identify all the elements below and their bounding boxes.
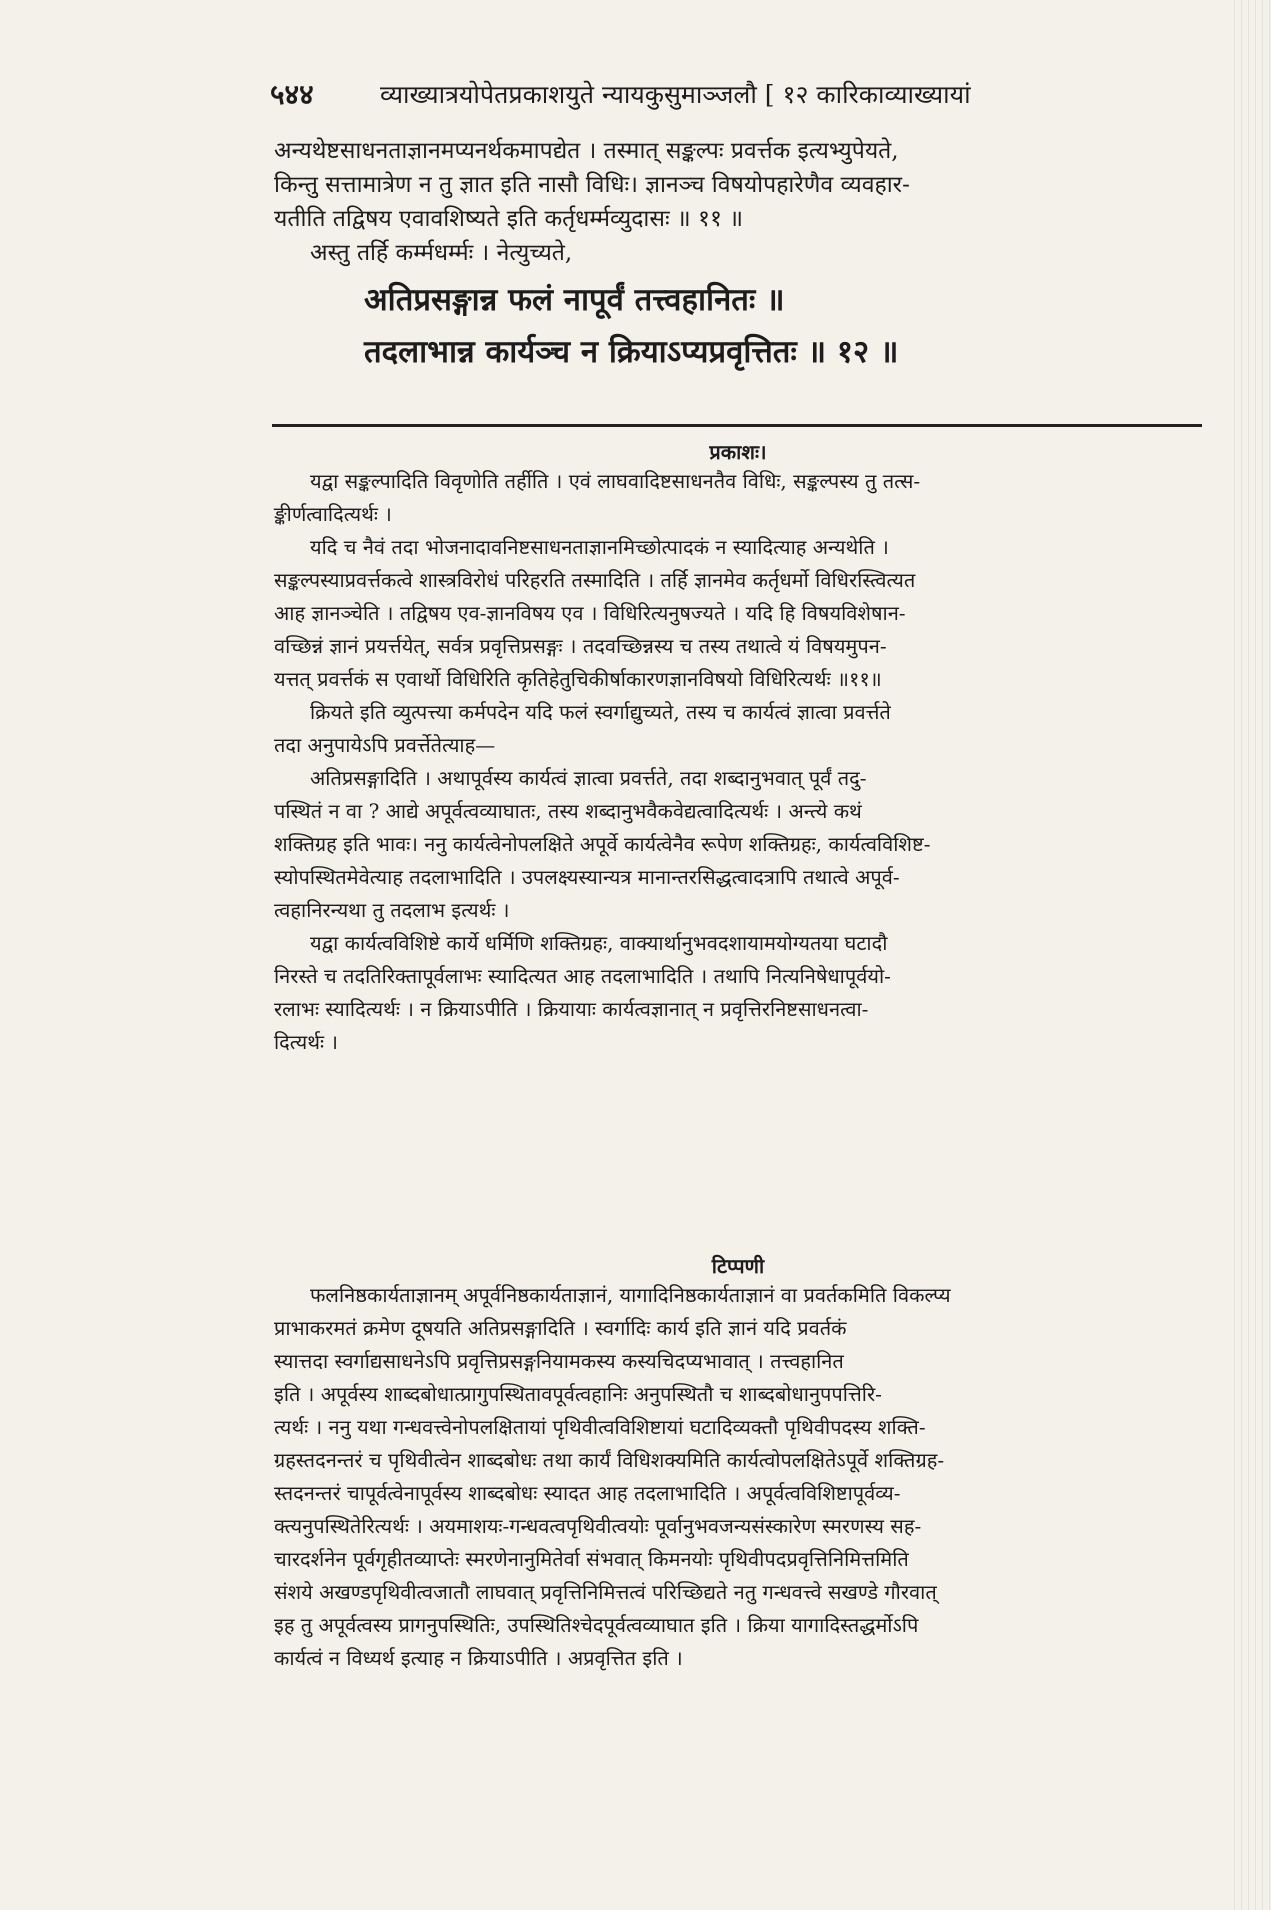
text-line: सङ्कल्पस्याप्रवर्त्तकत्वे शास्त्रविरोधं परिहरति तस्मादिति । तर्हि ज्ञानमेव कर्तृधर्मो विधिरस्त्वित्यत: [274, 568, 916, 592]
text-line: इति । अपूर्वस्य शाब्दबोधात्प्रागुपस्थितावपूर्वत्वहानिः अनुपस्थितौ च शाब्दबोधानुपपत्तिरि-: [274, 1382, 882, 1406]
text-line: संशये अखण्डपृथिवीत्वजातौ लाघवात् प्रवृत्तिनिमित्तत्वं परिच्छिद्यते नतु गन्धवत्त्वे सखण्डे गौरवात्: [274, 1580, 937, 1604]
text-line: इह तु अपूर्वत्वस्य प्रागनुपस्थितिः, उपस्थितिश्चेदपूर्वत्वव्याघात इति । क्रिया यागादिस्तद्धर्मोऽपि: [274, 1613, 919, 1637]
text-line: ग्रहस्तदनन्तरं च पृथिवीत्वेन शाब्दबोधः तथा कार्यं विधिशक्यमिति कार्यत्वोपलक्षितेऽपूर्वे शक्तिग्रह-: [274, 1448, 945, 1472]
page-edge-shadow: [1231, 0, 1271, 1910]
text-line: यद्वा कार्यत्वविशिष्टे कार्ये धर्मिणि शक्तिग्रहः, वाक्यार्थानुभवदशायामयोग्यतया घटादौ: [310, 931, 888, 955]
text-line: निरस्ते च तदतिरिक्तापूर्वलाभः स्यादित्यत आह तदलाभादिति । तथापि नित्यनिषेधापूर्वयो-: [274, 964, 891, 988]
text-line: आह ज्ञानञ्चेति । तद्विषय एव-ज्ञानविषय एव । विधिरित्यनुषज्यते । यदि हि विषयविशेषान-: [274, 601, 906, 625]
text-line: स्यात्तदा स्वर्गाद्यसाधनेऽपि प्रवृत्तिप्रसङ्गनियामकस्य कस्यचिदप्यभावात् । तत्त्वहानित: [274, 1349, 844, 1373]
text-line: क्त्यनुपस्थितेरित्यर्थः । अयमाशयः-गन्धवत्वपृथिवीत्वयोः पूर्वानुभवजन्यसंस्कारेण स्मरणस्य सह-: [274, 1514, 922, 1538]
text-line: कार्यत्वं न विध्यर्थ इत्याह न क्रियाऽपीति । अप्रवृत्तित इति ।: [274, 1646, 683, 1670]
karika-verse: [274, 274, 1202, 378]
section-heading: प्रकाशः।: [709, 440, 767, 464]
text-line: स्तदनन्तरं चापूर्वत्वेनापूर्वस्य शाब्दबोधः स्यादत आह तदलाभादिति । अपूर्वत्वविशिष्टापूर्वव्य-: [274, 1481, 901, 1505]
verse-line: तदलाभान्न कार्यञ्च न क्रियाऽप्यप्रवृत्तितः ॥ १२ ॥: [364, 334, 899, 370]
running-header: [270, 74, 1200, 114]
tippani-notes: [274, 1252, 1202, 1675]
text-line: ङ्कीर्णत्वादित्यर्थः ।: [274, 502, 392, 526]
prakasha-commentary: [274, 438, 1202, 1059]
section-divider: [272, 424, 1202, 427]
verse-line: अतिप्रसङ्गान्न फलं नापूर्वं तत्त्वहानितः ॥: [364, 282, 785, 318]
running-title: व्याख्यात्रयोपेतप्रकाशयुते न्यायकुसुमाञ्जलौ [ १२ कारिकाव्याख्यायां: [380, 80, 971, 109]
text-line: क्रियते इति व्युत्पत्त्या कर्मपदेन यदि फलं स्वर्गाद्युच्यते, तस्य च कार्यत्वं ज्ञात्वा प्रवर्त्तते: [310, 700, 891, 724]
text-line: अतिप्रसङ्गादिति । अथापूर्वस्य कार्यत्वं ज्ञात्वा प्रवर्त्तते, तदा शब्दानुभवात् पूर्वं तदु-: [310, 766, 867, 790]
text-line: पस्थितं न वा ? आद्ये अपूर्वत्वव्याघातः, तस्य शब्दानुभवैकवेद्यत्वादित्यर्थः । अन्त्ये कथं: [274, 799, 862, 823]
text-line: दित्यर्थः ।: [274, 1030, 338, 1054]
text-line: चारदर्शनेन पूर्वगृहीतव्याप्तेः स्मरणेनानुमितेर्वा संभवात् किमनयोः पृथिवीपदप्रवृत्तिनिमित्तमिति: [274, 1547, 909, 1571]
page-number: ५४४: [270, 78, 314, 111]
text-line: यतीति तद्विषय एवावशिष्यते इति कर्तृधर्म्मव्युदासः ॥ ११ ॥: [274, 206, 743, 232]
text-line: यत्तत् प्रवर्त्तकं स एवार्थो विधिरिति कृतिहेतुचिकीर्षाकारणज्ञानविषयो विधिरित्यर्थः ॥११॥: [274, 667, 882, 691]
text-line: अस्तु तर्हि कर्म्मधर्म्मः । नेत्युच्यते,: [310, 240, 573, 266]
text-line: यदि च नैवं तदा भोजनादावनिष्टसाधनताज्ञानमिच्छोत्पादकं न स्यादित्याह अन्यथेति ।: [310, 535, 889, 559]
text-line: रलाभः स्यादित्यर्थः । न क्रियाऽपीति । क्रियायाः कार्यत्वज्ञानात् न प्रवृत्तिरनिष्टसाधनत्वा-: [274, 997, 869, 1021]
section-heading: टिप्पणी: [711, 1254, 765, 1278]
text-line: स्योपस्थितमेवेत्याह तदलाभादिति । उपलक्ष्यस्यान्यत्र मानान्तरसिद्धत्वादत्रापि तथात्वे अपूर्व-: [274, 865, 900, 889]
text-line: किन्तु सत्तामात्रेण न तु ज्ञात इति नासौ विधिः। ज्ञानञ्च विषयोपहारेणैव व्यवहार-: [274, 172, 910, 198]
text-line: अन्यथेष्टसाधनताज्ञानमप्यनर्थकमापद्येत । तस्मात् सङ्कल्पः प्रवर्त्तक इत्यभ्युपेयते,: [274, 138, 899, 164]
text-line: शक्तिग्रह इति भावः। ननु कार्यत्वेनोपलक्षिते अपूर्वे कार्यत्वेनैव रूपेण शक्तिग्रहः, कार्यत्वविशिष्ट-: [274, 832, 931, 856]
text-line: तदा अनुपायेऽपि प्रवर्त्तेतेत्याह—: [274, 733, 496, 757]
text-line: त्यर्थः । ननु यथा गन्धवत्त्वेनोपलक्षितायां पृथिवीत्वविशिष्टायां घटादिव्यक्तौ पृथिवीपदस्य शक्ति-: [274, 1415, 926, 1439]
text-line: यद्वा सङ्कल्पादिति विवृणोति तर्हीति । एवं लाघवादिष्टसाधनतैव विधिः, सङ्कल्पस्य तु तत्स-: [310, 469, 921, 493]
text-line: प्राभाकरमतं क्रमेण दूषयति अतिप्रसङ्गादिति । स्वर्गादिः कार्य इति ज्ञानं यदि प्रवर्तकं: [274, 1316, 847, 1340]
main-text: [274, 134, 1202, 378]
text-line: त्वहानिरन्यथा तु तदलाभ इत्यर्थः ।: [274, 898, 510, 922]
text-line: वच्छिन्नं ज्ञानं प्रयर्त्तयेत्, सर्वत्र प्रवृत्तिप्रसङ्गः । तदवच्छिन्नस्य च तस्य तथात्वे यं विषयमुपन-: [274, 634, 887, 658]
text-line: फलनिष्ठकार्यताज्ञानम् अपूर्वनिष्ठकार्यताज्ञानं, यागादिनिष्ठकार्यताज्ञानं वा प्रवर्तकमिति विकल्प्य: [310, 1283, 951, 1307]
